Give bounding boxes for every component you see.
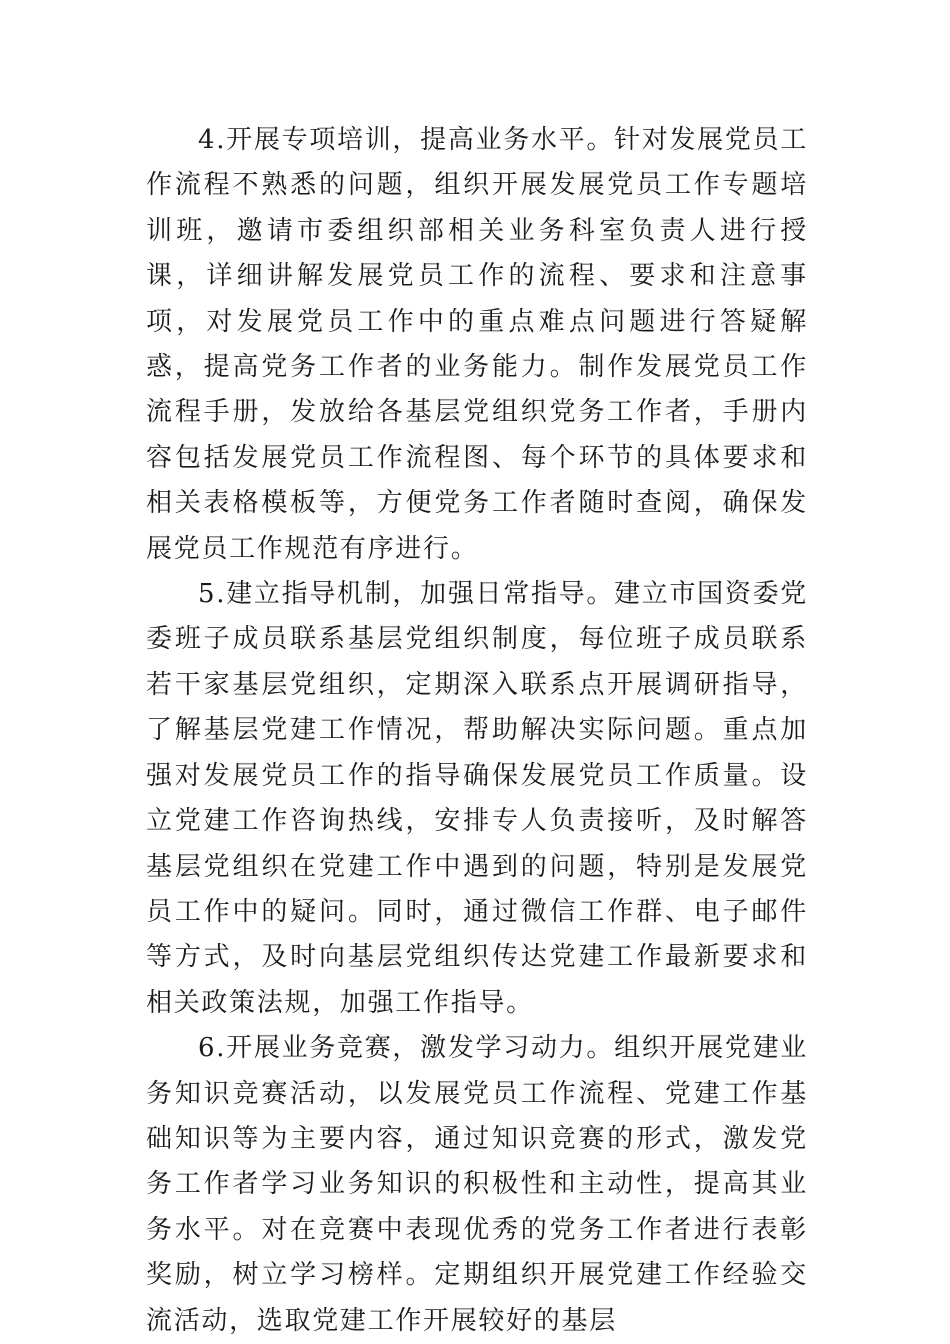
document-body: [146, 118, 808, 1344]
paragraph-competition: 6.开展业务竞赛，激发学习动力。组织开展党建业务知识竞赛活动，以发展党员工作流程、党建工作基础知识等为主要内容，通过知识竞赛的形式，激发党务工作者学习业务知识的积极性和主动性，提高其业务水平。对在竞赛中表现优秀的党务工作者进行表彰奖励，树立学习榜样。定期组织开展党建工作经验交流活动，选取党建工作开展较好的基层: [146, 1033, 808, 1336]
paragraph-guidance: 5.建立指导机制，加强日常指导。建立市国资委党委班子成员联系基层党组织制度，每位班子成员联系若干家基层党组织，定期深入联系点开展调研指导，了解基层党建工作情况，帮助解决实际问题。重点加强对发展党员工作的指导确保发展党员工作质量。设立党建工作咨询热线，安排专人负责接听，及时解答基层党组织在党建工作中遇到的问题，特别是发展党员工作中的疑问。同时，通过微信工作群、电子邮件等方式，及时向基层党组织传达党建工作最新要求和相关政策法规，加强工作指导。: [146, 579, 808, 1018]
paragraph-training: 4.开展专项培训，提高业务水平。针对发展党员工作流程不熟悉的问题，组织开展发展党员工作专题培训班，邀请市委组织部相关业务科室负责人进行授课，详细讲解发展党员工作的流程、要求和注意事项，对发展党员工作中的重点难点问题进行答疑解惑，提高党务工作者的业务能力。制作发展党员工作流程手册，发放给各基层党组织党务工作者，手册内容包括发展党员工作流程图、每个环节的具体要求和相关表格模板等，方便党务工作者随时查阅，确保发展党员工作规范有序进行。: [146, 125, 808, 564]
